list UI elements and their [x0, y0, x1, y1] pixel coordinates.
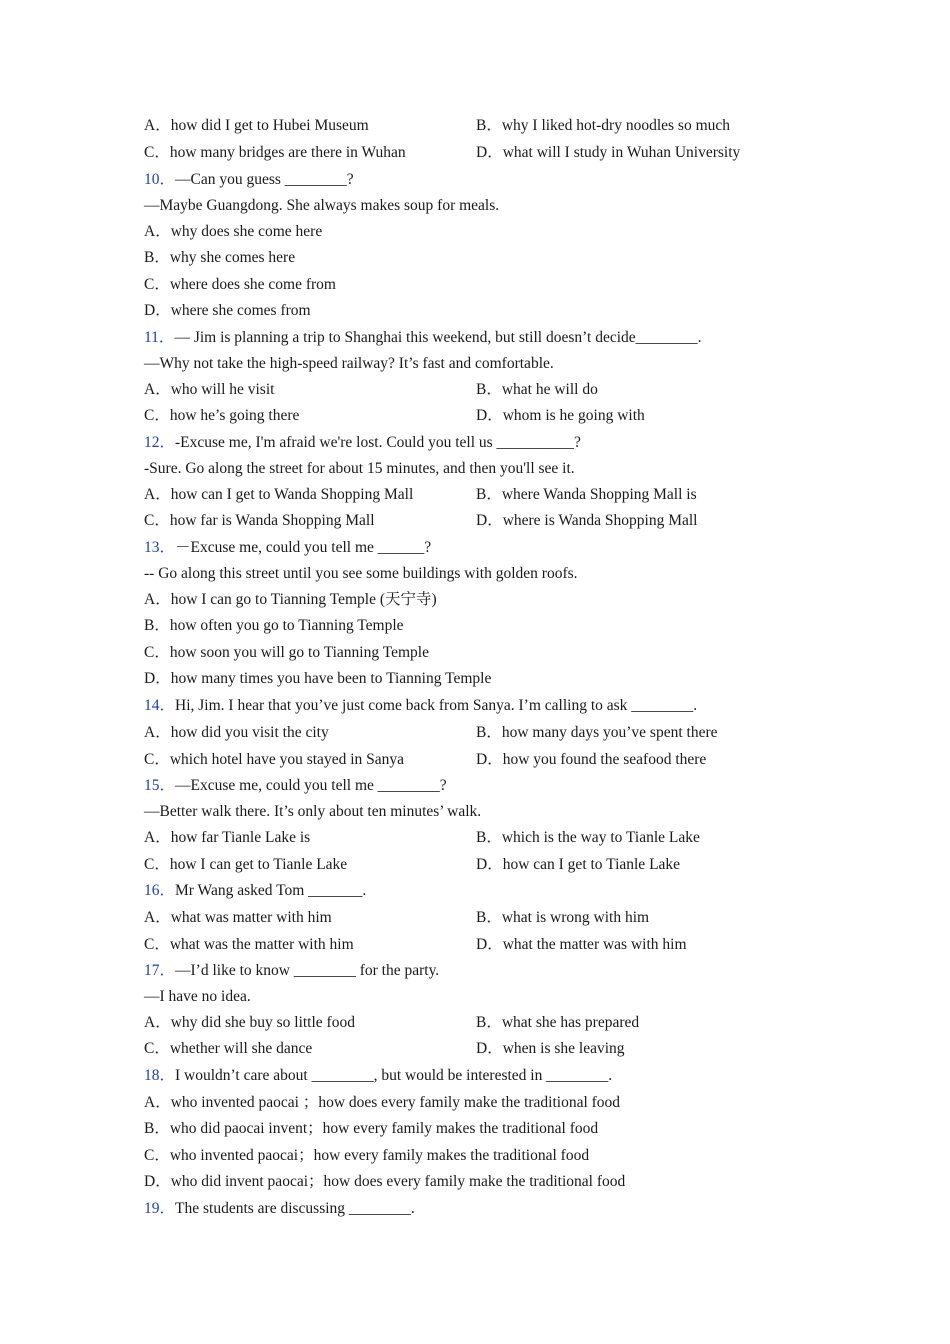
option-c: C．where does she come from — [144, 276, 336, 293]
option-a: A．who invented paocai ；how does every family make the traditional food — [144, 1094, 621, 1111]
question-14 — [144, 696, 697, 716]
option-c: C．how far is Wanda Shopping Mall — [144, 512, 375, 529]
question-stem: I wouldn’t care about ________, but would be interested in ________. — [175, 1067, 613, 1084]
option-d: D．how can I get to Tianle Lake — [476, 856, 681, 873]
option-d: D．how many times you have been to Tianning Temple — [144, 670, 492, 687]
question-stem: -Excuse me, I'm afraid we're lost. Could you tell us __________? — [175, 434, 581, 451]
option-a: A．how did I get to Hubei Museum — [144, 117, 369, 134]
option-a: A．how far Tianle Lake is — [144, 829, 311, 846]
option-a: A．why does she come here — [144, 223, 323, 240]
option-c: C．which hotel have you stayed in Sanya — [144, 751, 405, 768]
dialogue-reply: —Better walk there. It’s only about ten minutes’ walk. — [144, 803, 482, 820]
option-d: D．when is she leaving — [476, 1040, 625, 1057]
dialogue-reply: —Why not take the high-speed railway? It’s fast and comfortable. — [144, 355, 554, 372]
option-b: B．why she comes here — [144, 249, 296, 266]
dialogue-reply: -Sure. Go along the street for about 15 minutes, and then you'll see it. — [144, 460, 575, 477]
question-number: 19． — [144, 1200, 176, 1217]
question-stem: －Excuse me, could you tell me ______? — [175, 539, 432, 556]
option-b: B．where Wanda Shopping Mall is — [476, 486, 697, 503]
option-b: B．what he will do — [476, 381, 598, 398]
option-d: D．where is Wanda Shopping Mall — [476, 512, 698, 529]
option-c: C．how I can get to Tianle Lake — [144, 856, 348, 873]
option-d: D．what will I study in Wuhan University — [476, 144, 741, 161]
option-a: A．how I can go to Tianning Temple (天宁寺) — [144, 591, 437, 608]
option-a: A．what was matter with him — [144, 909, 332, 926]
option-c: C．whether will she dance — [144, 1040, 313, 1057]
option-a: A．why did she buy so little food — [144, 1014, 355, 1031]
option-c: C．how soon you will go to Tianning Temple — [144, 644, 429, 661]
option-b: B．who did paocai invent；how every family makes the traditional food — [144, 1120, 599, 1137]
question-17 — [144, 961, 439, 981]
option-d: D．how you found the seafood there — [476, 751, 707, 768]
option-a: A．who will he visit — [144, 381, 275, 398]
question-12 — [144, 433, 581, 453]
question-15 — [144, 776, 447, 796]
option-d: D．where she comes from — [144, 302, 311, 319]
option-c: C．how many bridges are there in Wuhan — [144, 144, 406, 161]
dialogue-reply: —Maybe Guangdong. She always makes soup for meals. — [144, 197, 500, 214]
option-c: C．who invented paocai；how every family makes the traditional food — [144, 1147, 590, 1164]
question-number: 16． — [144, 882, 176, 899]
question-stem: Hi, Jim. I hear that you’ve just come back from Sanya. I’m calling to ask ________. — [175, 697, 698, 714]
option-b: B．how often you go to Tianning Temple — [144, 617, 404, 634]
question-stem: —I’d like to know ________ for the party. — [175, 962, 440, 979]
question-number: 18． — [144, 1067, 176, 1084]
option-b: B．what is wrong with him — [476, 909, 650, 926]
question-11 — [144, 328, 702, 348]
option-b: B．why I liked hot-dry noodles so much — [476, 117, 731, 134]
option-c: C．how he’s going there — [144, 407, 300, 424]
question-stem: — Jim is planning a trip to Shanghai this weekend, but still doesn’t decide________. — [174, 329, 702, 346]
option-d: D．what the matter was with him — [476, 936, 687, 953]
option-a: A．how can I get to Wanda Shopping Mall — [144, 486, 414, 503]
question-16 — [144, 881, 366, 901]
question-number: 14． — [144, 697, 176, 714]
option-a: A．how did you visit the city — [144, 724, 329, 741]
dialogue-reply: -- Go along this street until you see some buildings with golden roofs. — [144, 565, 578, 582]
question-number: 17． — [144, 962, 176, 979]
option-b: B．how many days you’ve spent there — [476, 724, 718, 741]
question-19 — [144, 1199, 415, 1219]
option-d: D．whom is he going with — [476, 407, 645, 424]
question-stem: The students are discussing ________. — [175, 1200, 415, 1217]
dialogue-reply: —I have no idea. — [144, 988, 251, 1005]
question-stem: —Can you guess ________? — [175, 171, 354, 188]
option-b: B．what she has prepared — [476, 1014, 640, 1031]
question-stem: Mr Wang asked Tom _______. — [175, 882, 367, 899]
question-10 — [144, 170, 354, 190]
question-stem: —Excuse me, could you tell me ________? — [175, 777, 447, 794]
question-number: 13． — [144, 539, 176, 556]
question-13 — [144, 538, 431, 558]
option-c: C．what was the matter with him — [144, 936, 354, 953]
question-18 — [144, 1066, 612, 1086]
question-number: 15． — [144, 777, 176, 794]
question-number: 11． — [144, 329, 175, 346]
option-d: D．who did invent paocai；how does every family make the traditional food — [144, 1173, 626, 1190]
question-number: 12． — [144, 434, 176, 451]
option-b: B．which is the way to Tianle Lake — [476, 829, 700, 846]
question-number: 10． — [144, 171, 176, 188]
